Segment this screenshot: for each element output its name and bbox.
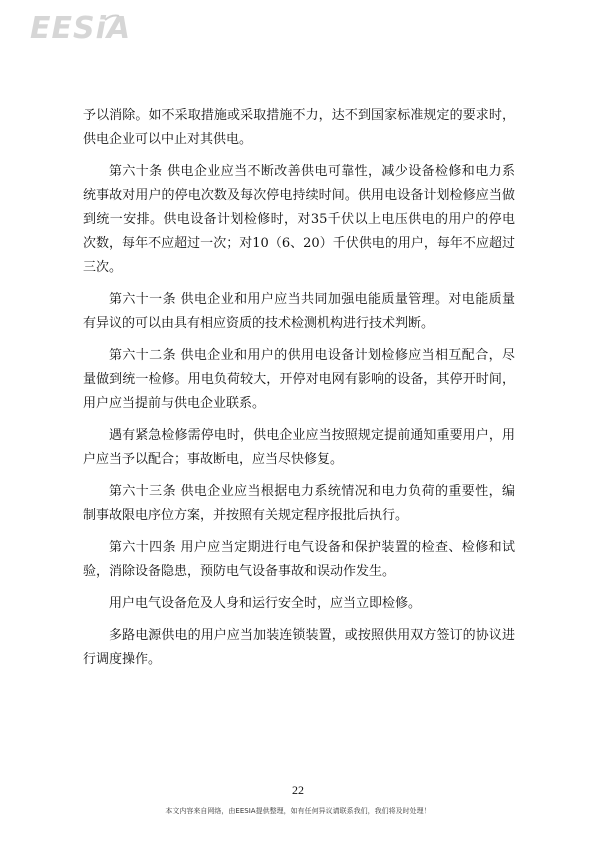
eesia-logo bbox=[30, 12, 150, 46]
article-62-paragraph: 第六十二条 供电企业和用户的供用电设备计划检修应当相互配合，尽量做到统一检修。用电负荷较大，开停对电网有影响的设备，其停开时间，用户应当提前与供电企业联系。 bbox=[83, 348, 515, 411]
paragraph: 用户电气设备危及人身和运行安全时，应当立即检修。 bbox=[109, 596, 422, 611]
logo-text: EESiA bbox=[30, 11, 132, 46]
logo-swoosh-icon bbox=[104, 14, 120, 22]
document-body bbox=[83, 104, 515, 680]
paragraph: 遇有紧急检修需停电时，供电企业应当按照规定提前通知重要用户，用户应当予以配合；事故断电，应当尽快修复。 bbox=[83, 428, 515, 467]
footer-note: 本文内容来自网络，由EESIA提供整理，如有任何异议请联系我们，我们将及时处理！ bbox=[165, 807, 431, 815]
paragraph: 多路电源供电的用户应当加装连锁装置，或按照供用双方签订的协议进行调度操作。 bbox=[83, 628, 515, 667]
article-60-paragraph: 第六十条 供电企业应当不断改善供电可靠性，减少设备检修和电力系统事故对用户的停电次数及每次停电持续时间。供用电设备计划检修应当做到统一安排。供电设备计划检修时，对35千伏以上电压供电的用户的停电次数，每年不应超过一次；对10（6、20）千伏供电的用户，每年不应超过三次。 bbox=[83, 164, 515, 275]
article-61-paragraph: 第六十一条 供电企业和用户应当共同加强电能质量管理。对电能质量有异议的可以由具有相应资质的技术检测机构进行技术判断。 bbox=[83, 292, 515, 331]
article-64-paragraph: 第六十四条 用户应当定期进行电气设备和保护装置的检查、检修和试验，消除设备隐患，预防电气设备事故和误动作发生。 bbox=[83, 540, 515, 579]
paragraph: 予以消除。如不采取措施或采取措施不力，达不到国家标准规定的要求时，供电企业可以中止对其供电。 bbox=[83, 108, 515, 147]
article-63-paragraph: 第六十三条 供电企业应当根据电力系统情况和电力负荷的重要性，编制事故限电序位方案，并按照有关规定程序报批后执行。 bbox=[83, 484, 515, 523]
page-number: 22 bbox=[292, 783, 304, 797]
